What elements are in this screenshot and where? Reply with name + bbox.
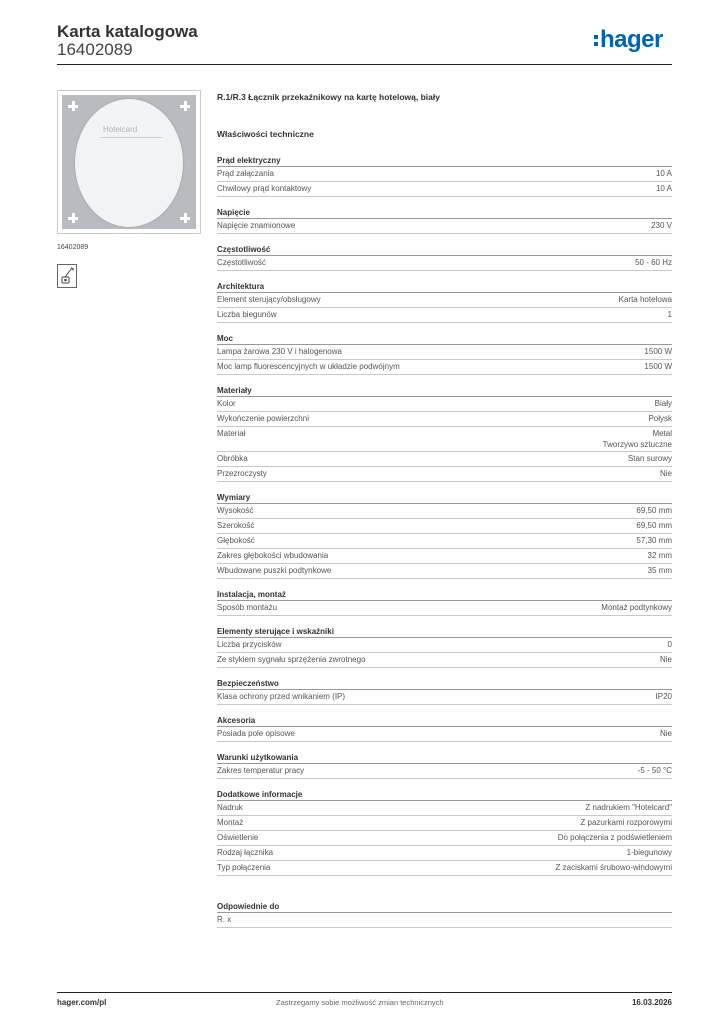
spec-section: [217, 788, 672, 876]
spec-row: [217, 638, 672, 653]
spec-value: [656, 167, 672, 179]
logo-dots-icon: [594, 26, 598, 50]
spec-value-line: Nie: [659, 655, 672, 664]
spec-row: [217, 293, 672, 308]
spec-value-line: 1500 W: [644, 347, 672, 356]
spec-label: Prąd załączania: [217, 169, 274, 178]
spec-value: [651, 219, 672, 231]
spec-label: Wysokość: [217, 506, 254, 515]
section-title: Elementy sterujące i wskaźniki: [217, 625, 672, 638]
spec-value: [668, 308, 672, 320]
spec-label: Częstotliwość: [217, 258, 266, 267]
screw-icon: [68, 101, 78, 111]
spec-value: [644, 360, 672, 372]
spec-label: Liczba biegunów: [217, 310, 277, 319]
spec-value-line: 230 V: [651, 221, 672, 230]
spec-value: [580, 816, 672, 828]
spec-value-line: 1: [667, 310, 672, 319]
spec-value-line: Z nadrukiem "Hotelcard": [585, 803, 672, 812]
spec-value-line: 10 A: [655, 184, 672, 193]
spec-value-line: Z zaciskami śrubowo-windowymi: [555, 863, 672, 872]
spec-value-line: 32 mm: [647, 551, 672, 560]
spec-sheet: [217, 92, 672, 937]
spec-value: [644, 345, 672, 357]
product-title: R.1/R.3 Łącznik przekaźnikowy na kartę hotelową, biały: [217, 92, 440, 102]
spec-value-line: Nie: [659, 469, 672, 478]
spec-section: [217, 243, 672, 271]
spec-label: Nadruk: [217, 803, 243, 812]
spec-label: Lampa żarowa 230 V i halogenowa: [217, 347, 342, 356]
spec-value-line: Do połączenia z podświetleniem: [557, 833, 672, 842]
spec-row: [217, 519, 672, 534]
footer-divider: [57, 992, 672, 993]
spec-value: [627, 846, 672, 858]
section-title: Odpowiednie do: [217, 900, 672, 913]
spec-section: [217, 280, 672, 323]
product-frame: [62, 95, 196, 229]
spec-row: [217, 360, 672, 375]
section-title: Architektura: [217, 280, 672, 293]
spec-value-line: Montaż podtynkowy: [601, 603, 672, 612]
card-switch-cover: [75, 99, 183, 227]
spec-row: [217, 801, 672, 816]
spec-value-line: 1-biegunowy: [626, 848, 672, 857]
spec-row: [217, 534, 672, 549]
spec-label: Montaż: [217, 818, 244, 827]
spec-label: Zakres głębokości wbudowania: [217, 551, 329, 560]
spec-label: Chwilowy prąd kontaktowy: [217, 184, 312, 193]
spec-label: Kolor: [217, 399, 236, 408]
spec-label: R. x: [217, 915, 232, 924]
spec-value: [648, 564, 672, 576]
tech-properties-title: Właściwości techniczne: [217, 129, 314, 139]
spec-row: [217, 504, 672, 519]
spec-sections: [217, 154, 672, 876]
spec-row: [217, 816, 672, 831]
spec-row: [217, 427, 672, 452]
spec-value: [601, 601, 672, 613]
spec-label: Liczba przycisków: [217, 640, 282, 649]
section-title: Materiały: [217, 384, 672, 397]
spec-value-line: 57,30 mm: [636, 536, 672, 545]
spec-row: [217, 167, 672, 182]
spec-label: Wykończenie powierzchni: [217, 414, 309, 423]
spec-row: [217, 467, 672, 482]
spec-value-line: 1500 W: [644, 362, 672, 371]
hotelcard-print: Hotelcard: [103, 125, 138, 134]
spec-label: Wbudowane puszki podtynkowe: [217, 566, 332, 575]
spec-section: [217, 625, 672, 668]
spec-value-line: 50 - 60 Hz: [635, 258, 672, 267]
section-title: Prąd elektryczny: [217, 154, 672, 167]
spec-value: [638, 764, 672, 776]
header-product-number: 16402089: [57, 40, 133, 59]
spec-section: [217, 332, 672, 375]
spec-value: [635, 256, 672, 268]
spec-value-line: Połysk: [648, 414, 672, 423]
spec-value: [556, 861, 672, 873]
suitable-section: [217, 900, 672, 928]
section-title: Wymiary: [217, 491, 672, 504]
spec-row: [217, 308, 672, 323]
section-title: Moc: [217, 332, 672, 345]
spec-row: [217, 831, 672, 846]
spec-label: Przezroczysty: [217, 469, 267, 478]
spec-row: [217, 913, 672, 928]
spec-row: [217, 256, 672, 271]
header-title: Karta katalogowa: [57, 22, 198, 41]
spec-row: [217, 764, 672, 779]
screw-icon: [180, 213, 190, 223]
spec-value-line: Metal: [652, 429, 672, 438]
spec-value-line: IP20: [655, 692, 672, 701]
spec-row: [217, 727, 672, 742]
section-title: Napięcie: [217, 206, 672, 219]
spec-value-line: -5 - 50 °C: [637, 766, 672, 775]
spec-value: [668, 638, 672, 650]
section-title: Częstotliwość: [217, 243, 672, 256]
spec-value: [660, 653, 672, 665]
spec-value-line: Biały: [654, 399, 672, 408]
footer-disclaimer: Zastrzegamy sobie możliwość zmian technicznych: [276, 998, 444, 1007]
spec-value: [656, 690, 672, 702]
spec-section: [217, 491, 672, 579]
spec-row: [217, 452, 672, 467]
spec-row: [217, 601, 672, 616]
hager-logo[interactable]: [594, 26, 663, 54]
spec-value: [655, 397, 672, 409]
spec-value: [558, 831, 672, 843]
footer-website[interactable]: hager.com/pl: [57, 998, 107, 1007]
spec-section: [217, 384, 672, 482]
screw-icon: [180, 101, 190, 111]
spec-value: [585, 801, 672, 813]
spec-row: [217, 653, 672, 668]
spec-row: [217, 690, 672, 705]
card-slot: [100, 137, 162, 138]
spec-value-line: Stan surowy: [627, 454, 672, 463]
spec-label: Posiada pole opisowe: [217, 729, 295, 738]
spec-row: [217, 182, 672, 197]
spec-row: [217, 412, 672, 427]
spec-label: Napięcie znamionowe: [217, 221, 296, 230]
hand-installation-icon: [57, 264, 77, 288]
spec-value-line: Karta hotelowa: [618, 295, 672, 304]
spec-row: [217, 861, 672, 876]
spec-value-line: Nie: [659, 729, 672, 738]
spec-label: Klasa ochrony przed wnikaniem (IP): [217, 692, 346, 701]
footer-date: 16.03.2026: [631, 998, 672, 1007]
spec-value-line: 69,50 mm: [636, 521, 672, 530]
spec-value: [636, 504, 672, 516]
spec-value: [656, 182, 672, 194]
spec-label: Materiał: [217, 429, 246, 438]
spec-label: Moc lamp fluorescencyjnych w układzie podwójnym: [217, 362, 400, 371]
spec-label: Ze stykiem sygnału sprzężenia zwrotnego: [217, 655, 366, 664]
spec-row: [217, 846, 672, 861]
spec-label: Szerokość: [217, 521, 255, 530]
spec-section: [217, 588, 672, 616]
spec-label: Zakres temperatur pracy: [217, 766, 305, 775]
spec-value: [636, 519, 672, 531]
spec-row: [217, 549, 672, 564]
section-title: Dodatkowe informacje: [217, 788, 672, 801]
header-divider: [57, 64, 672, 65]
section-title: Instalacja, montaż: [217, 588, 672, 601]
spec-section: [217, 154, 672, 197]
spec-value: [648, 412, 672, 424]
spec-value: [628, 452, 672, 464]
spec-label: Element sterujący/obsługowy: [217, 295, 321, 304]
spec-row: [217, 219, 672, 234]
spec-row: [217, 564, 672, 579]
screw-icon: [68, 213, 78, 223]
spec-value: [603, 427, 672, 450]
section-title: Akcesoria: [217, 714, 672, 727]
spec-row: [217, 345, 672, 360]
product-image: [57, 90, 201, 234]
spec-value: [660, 727, 672, 739]
spec-label: Obróbka: [217, 454, 248, 463]
spec-section: [217, 900, 672, 928]
spec-value-line: 35 mm: [647, 566, 672, 575]
section-title: Bezpieczeństwo: [217, 677, 672, 690]
section-title: Warunki użytkowania: [217, 751, 672, 764]
spec-value: [636, 534, 672, 546]
spec-value-line: Z pazurkami rozporowymi: [580, 818, 672, 827]
spec-value: [660, 467, 672, 479]
spec-label: Oświetlenie: [217, 833, 259, 842]
spec-value-line: Tworzywo sztuczne: [602, 440, 672, 449]
spec-row: [217, 397, 672, 412]
spec-value-line: 10 A: [655, 169, 672, 178]
logo-text: hager: [600, 26, 663, 53]
spec-label: Sposób montażu: [217, 603, 278, 612]
spec-value-line: 69,50 mm: [636, 506, 672, 515]
spec-label: Rodzaj łącznika: [217, 848, 274, 857]
spec-label: Typ połączenia: [217, 863, 271, 872]
spec-section: [217, 714, 672, 742]
spec-section: [217, 206, 672, 234]
spec-value-line: 0: [667, 640, 672, 649]
image-caption: 16402089: [57, 244, 89, 251]
spec-value: [619, 293, 672, 305]
spec-section: [217, 751, 672, 779]
spacer: [217, 885, 672, 900]
spec-value: [648, 549, 672, 561]
spec-section: [217, 677, 672, 705]
spec-label: Głębokość: [217, 536, 255, 545]
